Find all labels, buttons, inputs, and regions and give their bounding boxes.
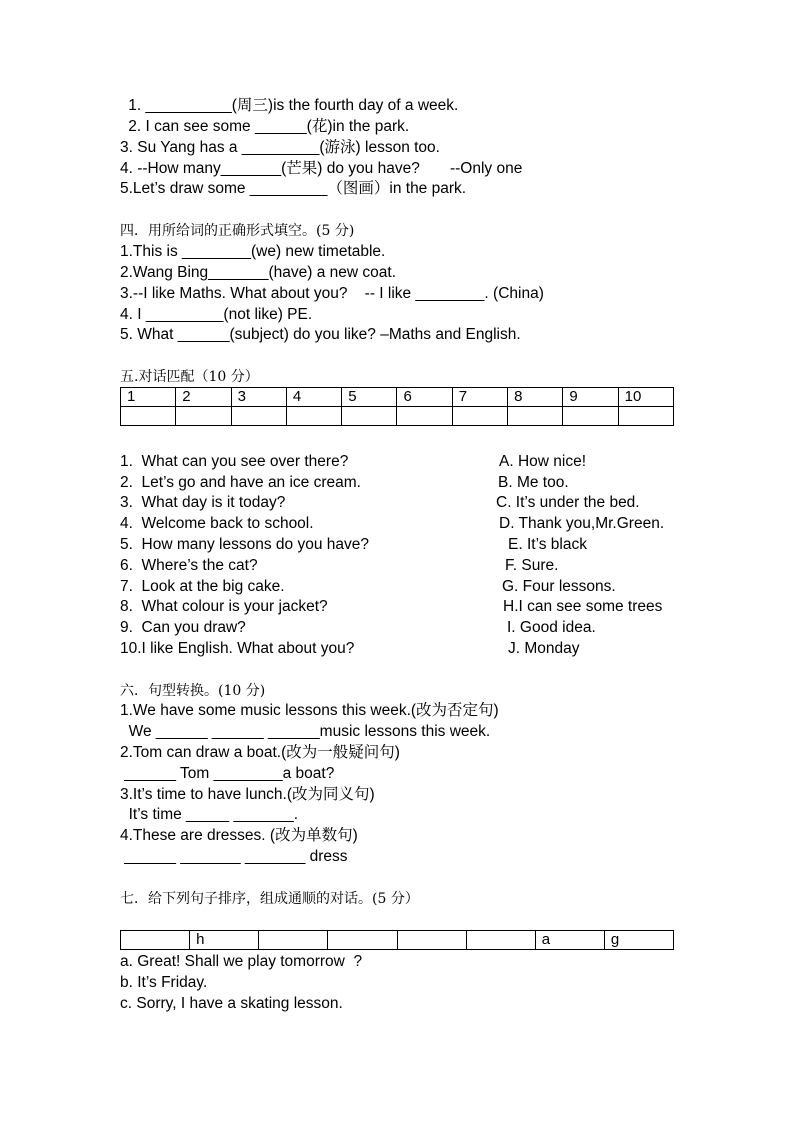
s7-order-cell[interactable] (466, 931, 535, 950)
s5-answer-table (120, 387, 674, 426)
s5-table-header-cell: 5 (342, 388, 397, 407)
s4-line-3: 3.--I like Maths. What about you? -- I like ________. (China) (120, 285, 544, 302)
s5-question-9: 9. Can you draw? (120, 619, 246, 636)
s5-table-header-row (121, 388, 674, 407)
s4-line-5: 5. What ______(subject) do you like? –Maths and English. (120, 326, 521, 343)
s5-answer-cell[interactable] (563, 407, 618, 426)
s3-line-4: 4. --How many_______(芒果) do you have? --Only one (120, 160, 523, 177)
s6-line-1: 1.We have some music lessons this week.(改为否定句) (120, 702, 499, 719)
s7-order-cell[interactable] (121, 931, 190, 950)
s5-answer-i: I. Good idea. (507, 619, 596, 636)
s5-question-2: 2. Let’s go and have an ice cream. (120, 474, 361, 491)
s5-table-answer-row (121, 407, 674, 426)
s5-answer-cell[interactable] (618, 407, 673, 426)
s7-order-table (120, 930, 674, 950)
s5-question-5: 5. How many lessons do you have? (120, 536, 369, 553)
s6-line-3: 2.Tom can draw a boat.(改为一般疑问句) (120, 744, 400, 761)
s5-table-header-cell: 2 (176, 388, 231, 407)
s7-order-cell[interactable]: h (190, 931, 259, 950)
s5-table-header-cell: 4 (286, 388, 341, 407)
s7-line-a: a. Great! Shall we play tomorrow ? (120, 953, 363, 970)
s5-answer-g: G. Four lessons. (502, 578, 616, 595)
s4-line-1: 1.This is ________(we) new timetable. (120, 243, 386, 260)
s6-line-4: ______ Tom ________a boat? (120, 765, 335, 782)
s5-answer-cell[interactable] (397, 407, 452, 426)
s3-line-2: 2. I can see some ______(花)in the park. (124, 118, 410, 135)
s6-line-2: We ______ ______ ______music lessons this week. (120, 723, 491, 740)
s3-line-1: 1. __________(周三)is the fourth day of a week. (124, 97, 459, 114)
s7-title: 七．给下列句子排序，组成通顺的对话。(5 分） (120, 891, 419, 907)
s7-order-row (121, 931, 674, 950)
s7-line-b: b. It’s Friday. (120, 974, 208, 991)
s5-table-header-cell: 7 (452, 388, 507, 407)
s5-answer-cell[interactable] (342, 407, 397, 426)
s5-table-header-cell: 9 (563, 388, 618, 407)
s3-line-5: 5.Let’s draw some _________（图画）in the park. (120, 180, 467, 197)
s5-answer-j: J. Monday (508, 640, 580, 657)
s5-question-4: 4. Welcome back to school. (120, 515, 314, 532)
s6-line-7: 4.These are dresses. (改为单数句) (120, 827, 358, 844)
s7-order-cell[interactable] (328, 931, 397, 950)
s6-line-8: ______ _______ _______ dress (120, 848, 348, 865)
s5-question-7: 7. Look at the big cake. (120, 578, 285, 595)
s5-answer-cell[interactable] (286, 407, 341, 426)
s7-order-cell[interactable] (259, 931, 328, 950)
s4-title: 四．用所给词的正确形式填空。(5 分) (120, 223, 355, 239)
s7-order-cell[interactable] (397, 931, 466, 950)
s5-answer-cell[interactable] (452, 407, 507, 426)
s5-question-1: 1. What can you see over there? (120, 453, 349, 470)
s5-answer-cell[interactable] (508, 407, 563, 426)
s5-answer-a: A. How nice! (499, 453, 587, 470)
s5-table-header-cell: 6 (397, 388, 452, 407)
s5-answer-cell[interactable] (121, 407, 176, 426)
s5-question-8: 8. What colour is your jacket? (120, 598, 328, 615)
s7-order-cell[interactable]: a (535, 931, 604, 950)
s5-answer-cell[interactable] (231, 407, 286, 426)
s5-answer-f: F. Sure. (505, 557, 559, 574)
s5-answer-h: H.I can see some trees (503, 598, 663, 615)
s5-answer-b: B. Me too. (498, 474, 569, 491)
s3-line-3: 3. Su Yang has a _________(游泳) lesson too. (120, 139, 440, 156)
s5-answer-e: E. It’s black (508, 536, 587, 553)
s5-question-10: 10.I like English. What about you? (120, 640, 355, 657)
s6-line-5: 3.It’s time to have lunch.(改为同义句) (120, 786, 375, 803)
s5-question-3: 3. What day is it today? (120, 494, 286, 511)
s5-answer-cell[interactable] (176, 407, 231, 426)
s5-answer-c: C. It’s under the bed. (496, 494, 640, 511)
s5-question-6: 6. Where’s the cat? (120, 557, 258, 574)
s7-line-c: c. Sorry, I have a skating lesson. (120, 995, 343, 1012)
s4-line-4: 4. I _________(not like) PE. (120, 306, 313, 323)
s6-line-6: It’s time _____ _______. (120, 806, 299, 823)
s4-line-2: 2.Wang Bing_______(have) a new coat. (120, 264, 397, 281)
s6-title: 六．句型转换。(10 分) (120, 683, 266, 699)
s7-order-cell[interactable]: g (604, 931, 673, 950)
s5-answer-d: D. Thank you,Mr.Green. (499, 515, 665, 532)
s5-table-header-cell: 8 (508, 388, 563, 407)
s5-table-header-cell: 1 (121, 388, 176, 407)
s5-table-header-cell: 3 (231, 388, 286, 407)
s5-title: 五.对话匹配（10 分） (120, 369, 259, 385)
s5-table-header-cell: 10 (618, 388, 673, 407)
